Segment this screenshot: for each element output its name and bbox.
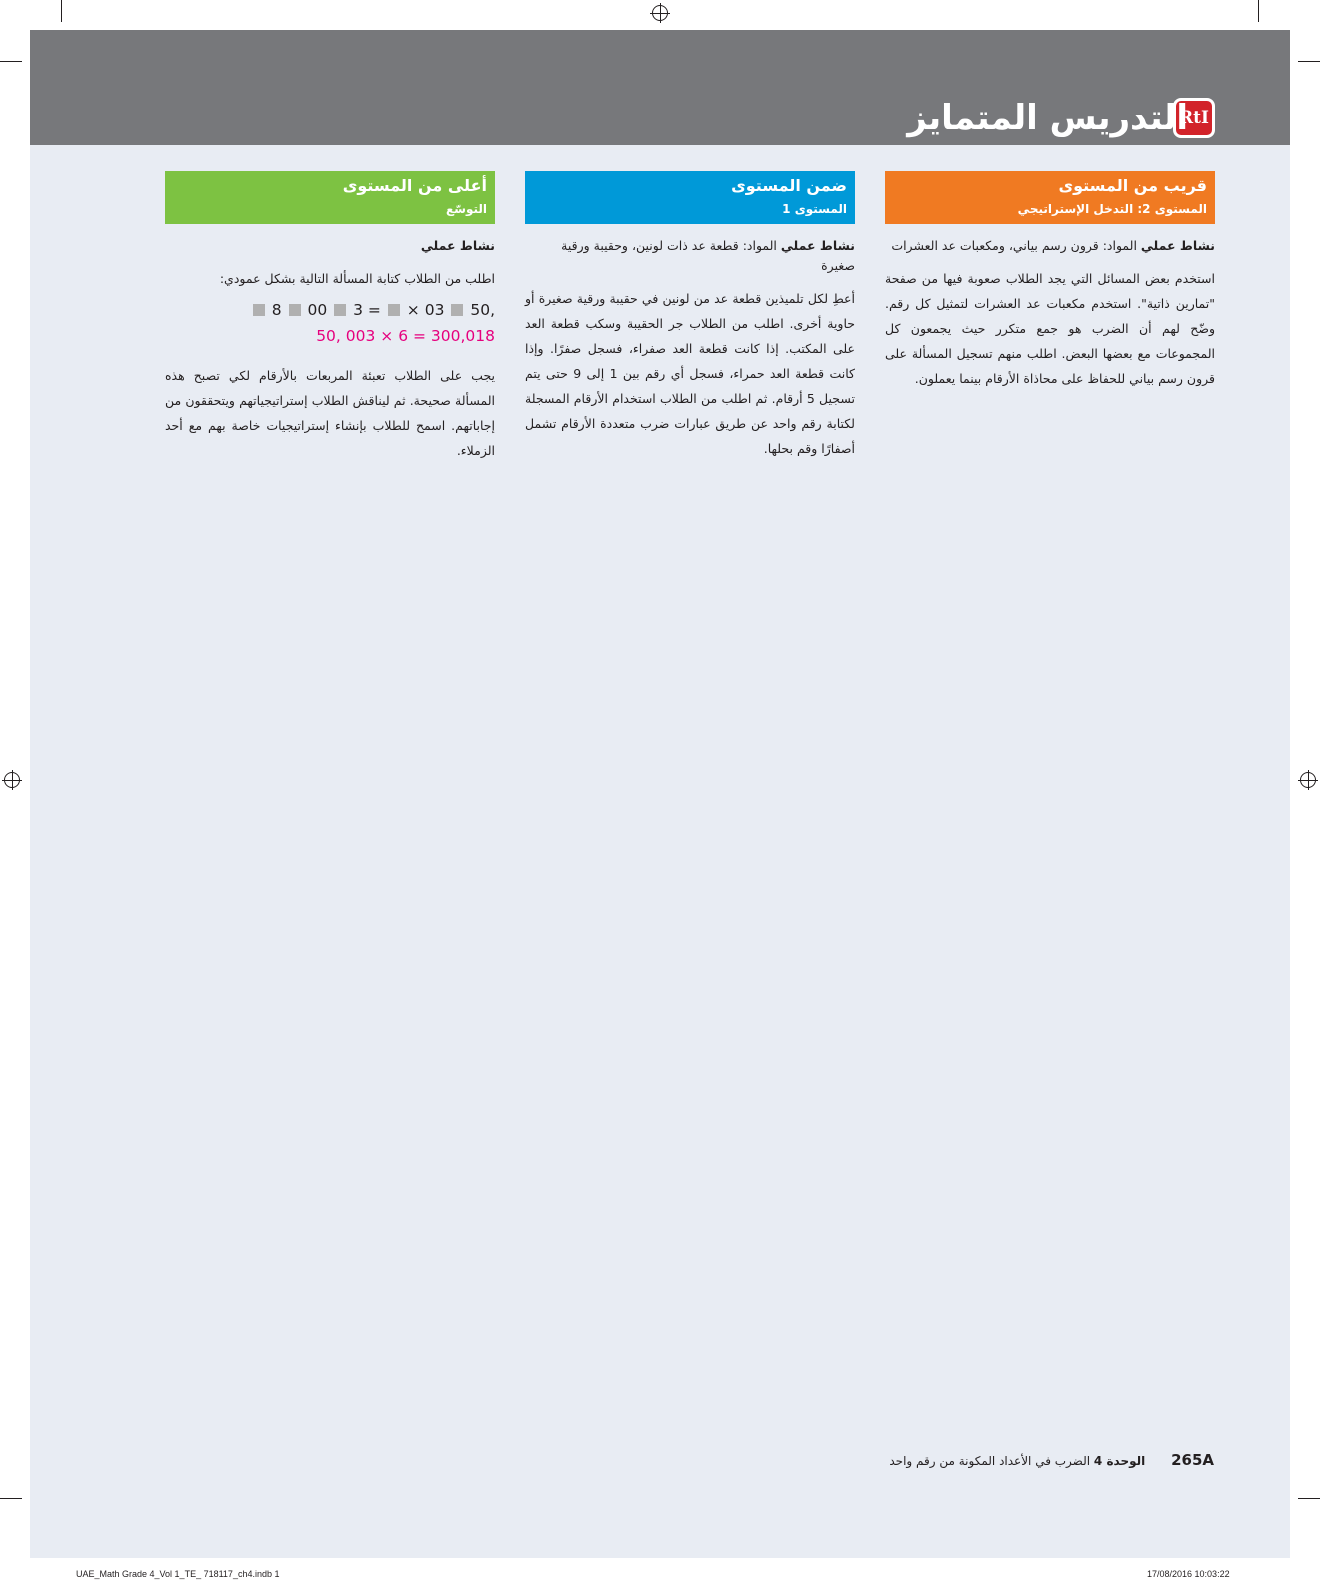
- unit-label: الوحدة 4: [1093, 1454, 1146, 1468]
- equation-answer: 50, 003 × 6 = 300,018: [316, 327, 495, 345]
- equation-problem: [165, 297, 495, 323]
- activity-paragraph: استخدم بعض المسائل التي يجد الطلاب صعوبة فيها من صفحة "تمارين ذاتية". استخدم مكعبات عد العشرات لتمثيل كل رقم. وضّح لهم أن الضرب هو جمع متكرر حيث يجمعون كل المجموعات مع بعضها البعض. اطلب منهم تسجيل المسألة على قرون رسم بياني للحفاظ على محاذاة الأرقام بينما يعملون.: [885, 271, 1215, 386]
- activity-label: [165, 236, 495, 256]
- column-title: ضمن المستوى: [731, 176, 847, 195]
- activity-paragraph: يجب على الطلاب تعبئة المربعات بالأرقام لكي تصبح هذه المسألة صحيحة. ثم ليناقش الطلاب إستراتيجياتهم ويتحققون من إجاباتهم. اسمح للطلاب بإنشاء إستراتيجيات خاصة بهم مع أحد الزملاء.: [165, 368, 495, 458]
- crop-mark: [1298, 61, 1320, 62]
- unit-title: الضرب في الأعداد المكونة من رقم واحد: [889, 1454, 1091, 1468]
- rti-badge: RtI: [1173, 98, 1215, 138]
- registration-mark-icon: [652, 5, 668, 21]
- activity-paragraph: أعطِ لكل تلميذين قطعة عد من لونين في حقيبة ورقية صغيرة أو حاوية أخرى. اطلب من الطلاب جر الحقيبة وسكب قطعة العد على المكتب. إذا كانت قطعة العد صفراء، فسجل صفرًا. وإذا كانت قطعة العد حمراء، فسجل أي رقم بين 1 إلى 9 حتى يتم تسجيل 5 أرقام. ثم اطلب من الطلاب استخدام الأرقام المسجلة لكتابة رقم واحد عن طريق عبارات ضرب متعددة الأرقام تشمل أصفارًا وقم بحلها.: [525, 291, 855, 456]
- activity-label: [885, 236, 1215, 256]
- activity-materials: المواد: قرون رسم بياني، ومكعبات عد العشرات: [891, 238, 1141, 253]
- blank-square: [388, 304, 400, 316]
- column-header: [885, 171, 1215, 224]
- activity-bold: نشاط عملي: [780, 238, 855, 253]
- crop-mark: [1258, 0, 1259, 22]
- blank-square: [289, 304, 301, 316]
- column-header: [525, 171, 855, 224]
- activity-bold: نشاط عملي: [420, 238, 495, 253]
- activity-label: [525, 236, 855, 276]
- column-on-level: [525, 171, 855, 461]
- page-number: 265A: [1171, 1451, 1214, 1469]
- crop-mark: [0, 61, 22, 62]
- blank-square: [334, 304, 346, 316]
- equation-part: =: [367, 301, 381, 319]
- crop-mark: [61, 0, 62, 22]
- column-title: أعلى من المستوى: [342, 176, 487, 195]
- activity-intro: اطلب من الطلاب كتابة المسألة التالية بشكل عمودي:: [219, 271, 495, 286]
- activity-bold: نشاط عملي: [1140, 238, 1215, 253]
- blank-square: [253, 304, 265, 316]
- print-slug-datetime: 17/08/2016 10:03:22: [1147, 1569, 1230, 1579]
- equation-part: ×: [406, 301, 420, 319]
- activity-materials: المواد: قطعة عد ذات لونين، وحقيبة ورقية صغيرة: [561, 238, 855, 273]
- registration-mark-icon: [1300, 772, 1316, 788]
- column-header: [165, 171, 495, 224]
- column-subtitle: التوسّع: [445, 202, 487, 216]
- equation-part: 3: [353, 301, 363, 319]
- column-below-level: [885, 171, 1215, 391]
- registration-mark-icon: [4, 772, 20, 788]
- crop-mark: [0, 1498, 22, 1499]
- column-subtitle: المستوى 1: [782, 202, 847, 216]
- equation-part: 00: [307, 301, 328, 319]
- column-subtitle: المستوى 2: التدخل الإستراتيجي: [1017, 202, 1207, 216]
- equation-part: 50,: [470, 301, 495, 319]
- blank-square: [451, 304, 463, 316]
- equation-part: 8: [271, 301, 282, 319]
- equation-part: 03: [424, 301, 445, 319]
- column-above-level: [165, 171, 495, 463]
- crop-mark: [1298, 1498, 1320, 1499]
- page-title: التدريس المتمايز: [907, 98, 1188, 138]
- page-footer: [889, 1450, 1214, 1471]
- column-title: قريب من المستوى: [1058, 176, 1207, 195]
- print-slug-file: UAE_Math Grade 4_Vol 1_TE_ 718117_ch4.indb 1: [76, 1569, 280, 1579]
